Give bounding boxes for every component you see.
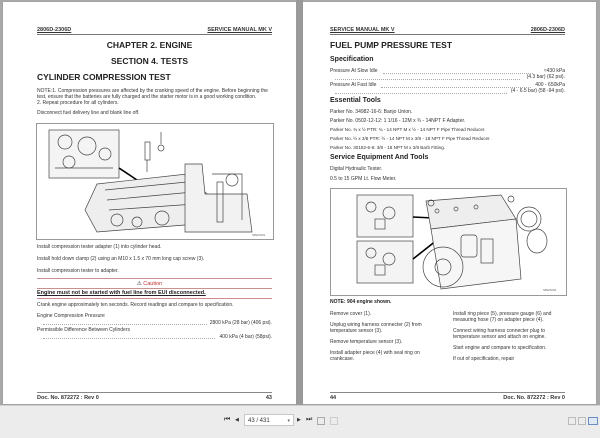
procedure-step: Unplug wiring harness connecter (2) from temperature sensor (3). (330, 322, 422, 334)
fast-idle-value-units: (4 - 6.5 bar) (58 -94 psi). (510, 88, 565, 94)
essential-tools-heading: Essential Tools (330, 97, 381, 104)
leader-dots (335, 93, 507, 94)
chapter-heading: CHAPTER 2. ENGINE (106, 40, 193, 50)
footer-rule (37, 392, 272, 393)
procedure-step: If out of specification, repair (453, 356, 515, 362)
next-page-icon[interactable]: ▶ (297, 417, 301, 423)
page-number-value: 43 / 431 (248, 418, 270, 424)
footer-rule (330, 392, 565, 393)
procedure-step: Install ring piece (5), pressure gauge (6) and measuring hose (7) on adapter piece (4). (453, 311, 552, 323)
procedure-step: Install adapter piece (4) with seal ring on crankcase. (330, 350, 420, 362)
tool-item: Parker No. 0502-12-12: 1 1/16 - 12M x ¾ - 14NPT F Adapter. (330, 118, 466, 124)
tool-item: Parker No. 30182-6-6: 3/8 - 18 NPT M x 3/8 Barb Fitting. (330, 145, 446, 150)
equipment-item: Digital Hydraulic Tester. (330, 166, 383, 172)
navigation-toolbar (0, 405, 600, 438)
caution-text: Engine must not be started with fuel line from EUI disconnected. (37, 290, 206, 296)
header-doc-code: 2806D-2306D (530, 27, 565, 33)
caution-rule-bottom (37, 298, 272, 299)
caution-label: ⚠ Caution (136, 281, 163, 287)
header-rule (330, 34, 565, 35)
leader-dots (381, 87, 531, 88)
procedure-step: Remove cover (1). (330, 311, 372, 317)
page-title: FUEL PUMP PRESSURE TEST (330, 40, 453, 50)
footer-doc-number: Doc. No. 872272 : Rev 0 (37, 395, 99, 401)
engine-diagram-image (331, 189, 566, 295)
svg-text:S8W4001: S8W4001 (252, 233, 266, 237)
leader-dots (43, 338, 215, 339)
leader-dots (43, 324, 207, 325)
caution-rule-mid (37, 288, 272, 289)
note-line-1: NOTE:1. Compression pressures are affected by the cranking speed of the engine. Before beginning the (37, 88, 268, 94)
procedure-step: Connect wiring harness connecter plug to temperature sensor and attach on engine. (453, 328, 546, 340)
footer-doc-number: Doc. No. 872272 : Rev 0 (503, 395, 565, 401)
first-page-icon[interactable]: ⏮ (224, 416, 231, 423)
prev-page-icon[interactable]: ◀ (235, 417, 239, 423)
step-tester: Install compression tester to adapter. (37, 268, 119, 274)
step-disconnect: Disconnect fuel delivery line and blank line off. (37, 110, 140, 116)
tool-item: Parker No. 34982-16-6: Banjo Union. (330, 109, 413, 115)
page-gap (296, 0, 303, 405)
spec-difference-label: Permissible Difference Between Cylinders (37, 327, 131, 333)
step-clamp: Install hold down clamp (2) using an M10 x 1.5 x 70 mm long cap screw (3). (37, 256, 205, 262)
header-rule (37, 34, 272, 35)
caution-rule-top (37, 278, 272, 279)
step-crank: Crank engine approximately ten seconds. Record readings and compare to specification. (37, 302, 234, 308)
warning-icon: ⚠ (136, 281, 142, 287)
single-page-view-icon[interactable] (568, 417, 576, 425)
last-page-icon[interactable]: ⏭ (306, 416, 313, 423)
slow-idle-value-units: (4.3 bar) (62 psi). (526, 74, 565, 80)
specification-heading: Specification (330, 56, 374, 63)
leader-dots (383, 73, 533, 74)
equipment-item: 0.5 to 15 GPM Lt. Flow Meter. (330, 176, 397, 182)
spec-difference-value: 400 kPa (4 bar) (58psi). (219, 334, 272, 340)
leader-dots (335, 79, 520, 80)
page-44 (303, 2, 596, 404)
header-manual-title: SERVICE MANUAL MK V (330, 27, 395, 33)
engine-diagram-image (37, 124, 273, 239)
footer-page-number: 44 (330, 395, 337, 401)
service-equipment-heading: Service Equipment And Tools (330, 154, 429, 161)
footer-page-number: 43 (265, 395, 272, 401)
procedure-step: Remove temperature sensor (3). (330, 339, 403, 345)
fast-idle-value: 400 - 650kPa (535, 82, 565, 88)
select-icon[interactable] (330, 417, 338, 425)
fast-idle-label: Pressure At Fast Idle (330, 82, 377, 88)
continuous-view-icon[interactable] (578, 417, 586, 425)
page-title: CYLINDER COMPRESSION TEST (37, 72, 171, 82)
copy-page-icon[interactable] (317, 417, 325, 425)
chevron-down-icon[interactable]: ▾ (287, 418, 290, 424)
slow-idle-value: ≈430 kPa (543, 68, 565, 74)
svg-text:S8W4002: S8W4002 (543, 288, 557, 292)
tool-item: Parker No. ¾ x ½ PTR: ¾ - 14 NPT M x ½ - 14 NPT F Pipe Thread Reducer. (330, 127, 486, 132)
two-page-view-icon[interactable] (588, 417, 598, 425)
step-install-adapter: Install compression tester adapter (1) into cylinder head. (37, 244, 162, 250)
engine-figure-compression (36, 123, 274, 240)
note-line-2: test, ensure that the batteries are fully charged and the starter motor is in a good working condition. (37, 94, 257, 100)
procedure-step: Start engine and compare to specification. (453, 345, 547, 351)
header-manual-title: SERVICE MANUAL MK V (207, 27, 272, 33)
header-doc-code: 2806D-2306D (37, 27, 72, 33)
tool-item: Parker No. ½ x 3/8 PTR: ½ - 14 NPT M x 3/8 - 18 NPT F Pipe Thread Reducer. (330, 136, 491, 141)
engine-figure-fuel-pump (330, 188, 567, 296)
figure-note: NOTE: 904 engine shown. (330, 299, 392, 305)
note-line-3: 2. Repeat procedure for all cylinders. (37, 100, 119, 106)
spec-compression-label: Engine Compression Pressure (37, 313, 105, 319)
spec-compression-value: 2800 kPa (28 bar) (406 psi). (209, 320, 272, 326)
slow-idle-label: Pressure At Slow Idle (330, 68, 378, 74)
page-43 (3, 2, 296, 404)
section-heading: SECTION 4. TESTS (111, 56, 188, 66)
page-number-input[interactable] (244, 414, 294, 426)
